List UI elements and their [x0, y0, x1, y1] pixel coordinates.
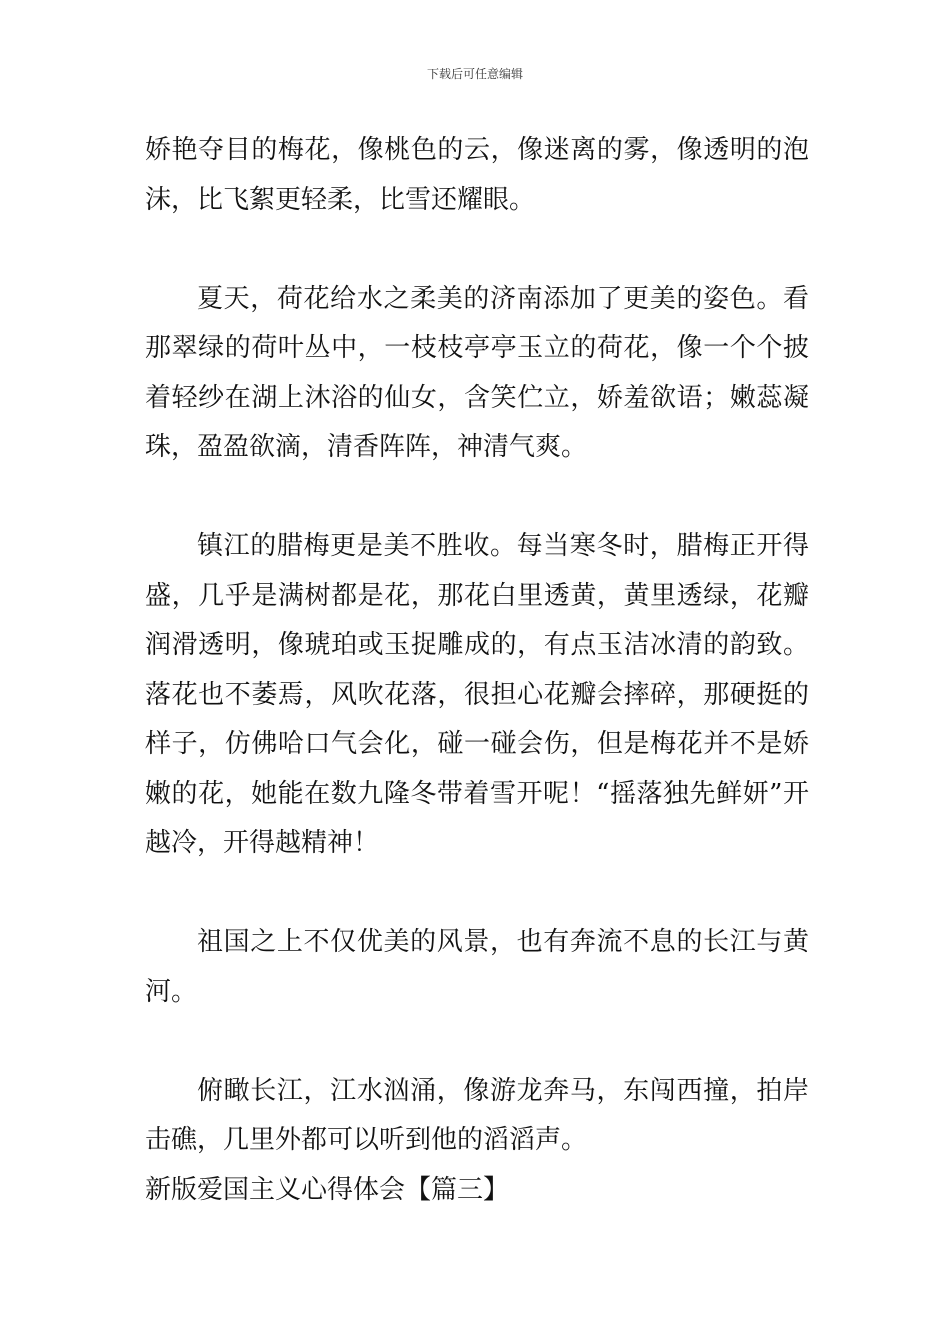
paragraph-yangtze: 俯瞰长江，江水汹涌，像游龙奔马，东闯西撞，拍岸击礁，几里外都可以听到他的滔滔声。 [145, 1075, 809, 1155]
section-title: 新版爱国主义心得体会【篇三】 [145, 1174, 510, 1205]
page-header-note: 下载后可任意编辑 [426, 67, 523, 81]
paragraph-plum-blossom: 娇艳夺目的梅花，像桃色的云，像迷离的雾，像透明的泡沫，比飞絮更轻柔，比雪还耀眼。 [145, 135, 809, 215]
paragraph-summer-lotus: 夏天，荷花给水之柔美的济南添加了更美的姿色。看那翠绿的荷叶丛中，一枝枝亭亭玉立的荷花，像一个个披着轻纱在湖上沐浴的仙女，含笑伫立，娇羞欲语；嫩蕊凝珠，盈盈欲滴，清香阵阵，神清气爽。 [145, 283, 809, 462]
document-body [145, 126, 809, 1215]
paragraph-rivers: 祖国之上不仅优美的风景，也有奔流不息的长江与黄河。 [145, 927, 809, 1007]
paragraph-zhenjiang-wintersweet: 镇江的腊梅更是美不胜收。每当寒冬时，腊梅正开得盛，几乎是满树都是花，那花白里透黄，黄里透绿，花瓣润滑透明，像琥珀或玉捉雕成的，有点玉洁冰清的韵致。落花也不萎焉，风吹花落，很担心花瓣会摔碎，那硬挺的样子，仿佛哈口气会化，碰一碰会伤，但是梅花并不是娇嫩的花，她能在数九隆冬带着雪开呢！“摇落独先鲜妍”开越冷，开得越精神！ [145, 531, 809, 858]
